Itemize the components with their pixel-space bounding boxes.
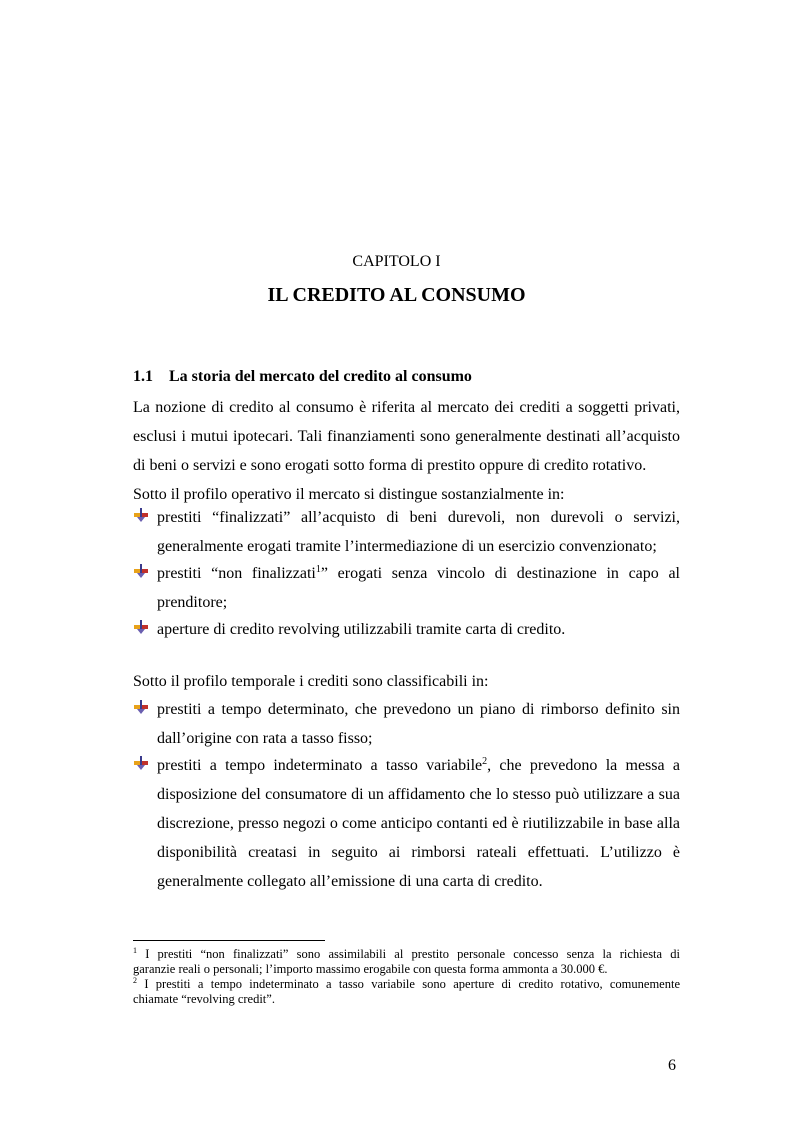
list-item-text: prestiti a tempo indeterminato a tasso variabile$^2$, che prevedono la messa a disposizione del consumatore di un affidamento che lo stesso può utilizzare a sua discrezione, presso negozi o come anticipo contanti ed è riutilizzabile in base alla disponibilità creatasi in seguito ai rimborsi rateali effettuati. L’utilizzo è generalmente collegato all’emissione di una carta di credito. [157,756,680,890]
list-item-text: prestiti a tempo determinato, che prevedono un piano di rimborso definito sin dall’origine con rata a tasso fisso; [157,701,680,747]
section-title: La storia del mercato del credito al consumo [169,368,472,385]
footnote-ref[interactable]: 2 [482,756,488,767]
footnote: $^1$ I prestiti “non finalizzati” sono assimilabili al prestito personale concesso senza la richiesta di garanzie reali o personali; l’importo massimo erogabile con questa forma ammonta a 30.000 €. [133,946,680,976]
arrow-bullet-icon [134,564,148,578]
intro-paragraph [133,393,680,509]
temporal-intro: Sotto il profilo temporale i crediti sono classificabili in: [133,673,489,690]
arrow-bullet-icon [134,756,148,770]
list-item-text: prestiti “non finalizzati$^1$” erogati senza vincolo di destinazione in capo al prenditore; [157,564,681,611]
chapter-label: CAPITOLO I [352,253,441,270]
footnote-separator [133,940,325,941]
intro-line: Sotto il profilo operativo il mercato si distingue sostanzialmente in: [133,486,565,503]
list-item-text: prestiti “finalizzati” all’acquisto di beni durevoli, non durevoli o servizi, generalmente erogati tramite l’intermediazione di un esercizio convenzionato; [157,509,680,555]
section-number: 1.1 [133,368,153,385]
list-item-text: aperture di credito revolving utilizzabili tramite carta di credito. [157,621,566,638]
footnote: $^2$ I prestiti a tempo indeterminato a tasso variabile sono aperture di credito rotativo, comunemente chiamate “revolving credit”. [133,976,680,1006]
footnote-marker: 1 [133,946,137,955]
section-heading [133,368,472,386]
chapter-title: IL CREDITO AL CONSUMO [267,284,526,306]
arrow-bullet-icon [134,700,148,714]
footnote-marker: 2 [133,976,137,985]
arrow-bullet-icon [134,508,148,522]
footnotes [133,947,680,1007]
footnote-ref[interactable]: 1 [315,564,321,575]
arrow-bullet-icon [134,620,148,634]
page-number: 6 [668,1057,676,1074]
intro-line: di beni o servizi e sono erogati sotto forma di prestito oppure di credito rotativo. [133,457,647,474]
intro-line: La nozione di credito al consumo è riferita al mercato dei crediti a soggetti privati, [133,399,680,416]
intro-line: esclusi i mutui ipotecari. Tali finanziamenti sono generalmente destinati all’acquisto [133,428,680,445]
